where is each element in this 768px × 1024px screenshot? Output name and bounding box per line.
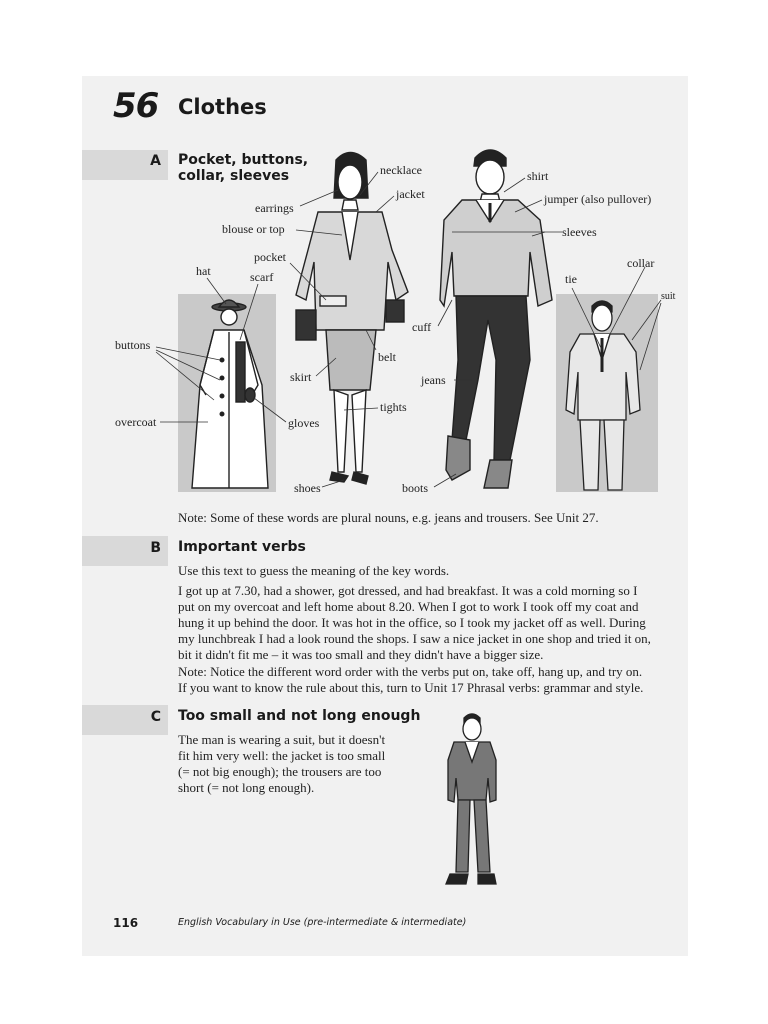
label-overcoat: overcoat [115, 415, 157, 429]
label-jeans: jeans [421, 373, 446, 387]
section-a-title-line1: Pocket, buttons, [178, 152, 309, 168]
section-b-paragraph-line: I got up at 7.30, had a shower, got dressed, and had breakfast. It was a cold morning so I [178, 583, 638, 598]
label-tie: tie [565, 272, 577, 286]
section-b-intro: Use this text to guess the meaning of the key words. [178, 563, 450, 578]
label-sleeves: sleeves [562, 225, 597, 239]
section-b-note-line: If you want to know the rule about this, turn to Unit 17 Phrasal verbs: grammar and style. [178, 680, 644, 695]
label-earrings: earrings [255, 201, 294, 215]
label-scarf: scarf [250, 270, 274, 284]
jumper-man-figure [440, 150, 552, 488]
section-b-title: Important verbs [178, 539, 306, 555]
section-b-paragraph-line: my lunchbreak I had a look round the shops. I saw a nice jacket in one shop and tried it on, [178, 631, 651, 646]
label-shirt: shirt [527, 169, 549, 183]
unit-title: Clothes [178, 95, 267, 119]
section-b-note-line: Note: Notice the different word order with the verbs put on, take off, hang up, and try on. [178, 664, 643, 679]
label-jacket: jacket [396, 187, 425, 201]
section-c-line: fit him very well: the jacket is too small [178, 748, 386, 763]
label-gloves: gloves [288, 416, 320, 430]
section-c-title: Too small and not long enough [178, 708, 421, 724]
page-number: 116 [113, 916, 139, 930]
section-c-line: The man is wearing a suit, but it doesn't [178, 732, 386, 747]
label-tights: tights [380, 400, 407, 414]
label-buttons: buttons [115, 338, 151, 352]
label-hat: hat [196, 264, 211, 278]
section-a-note: Note: Some of these words are plural nouns, e.g. jeans and trousers. See Unit 27. [178, 510, 599, 525]
jacket-woman-figure [296, 153, 408, 485]
section-b-paragraph-line: bit it didn't fit me – it was too small and they didn't have a bigger size. [178, 647, 544, 662]
section-a-title-line2: collar, sleeves [178, 168, 290, 184]
section-a-letter: A [150, 153, 161, 169]
label-suit: suit [661, 291, 676, 302]
label-necklace: necklace [380, 163, 422, 177]
label-jumper: jumper (also pullover) [544, 192, 652, 206]
section-b-paragraph-line: put on my overcoat and left home about 8.20. When I got to work I took off my coat and [178, 599, 639, 614]
label-shoes: shoes [294, 481, 321, 495]
section-b-letter: B [150, 540, 161, 556]
label-blouse-or-top: blouse or top [222, 222, 285, 236]
label-boots: boots [402, 481, 429, 495]
section-b-paragraph-line: hung it up behind the door. It was hot in the office, so I took my jacket off as well. During [178, 615, 646, 630]
book-title: English Vocabulary in Use (pre-intermediate & intermediate) [178, 917, 467, 928]
label-cuff: cuff [412, 320, 432, 334]
section-c-line: short (= not long enough). [178, 780, 315, 795]
section-c-line: (= not big enough); the trousers are too [178, 764, 382, 779]
label-belt: belt [378, 350, 396, 364]
section-c-letter: C [150, 709, 161, 725]
label-pocket: pocket [254, 250, 286, 264]
label-skirt: skirt [290, 370, 312, 384]
small-suit-man-figure [446, 714, 496, 884]
label-collar: collar [627, 256, 655, 270]
unit-number: 56 [113, 86, 159, 126]
